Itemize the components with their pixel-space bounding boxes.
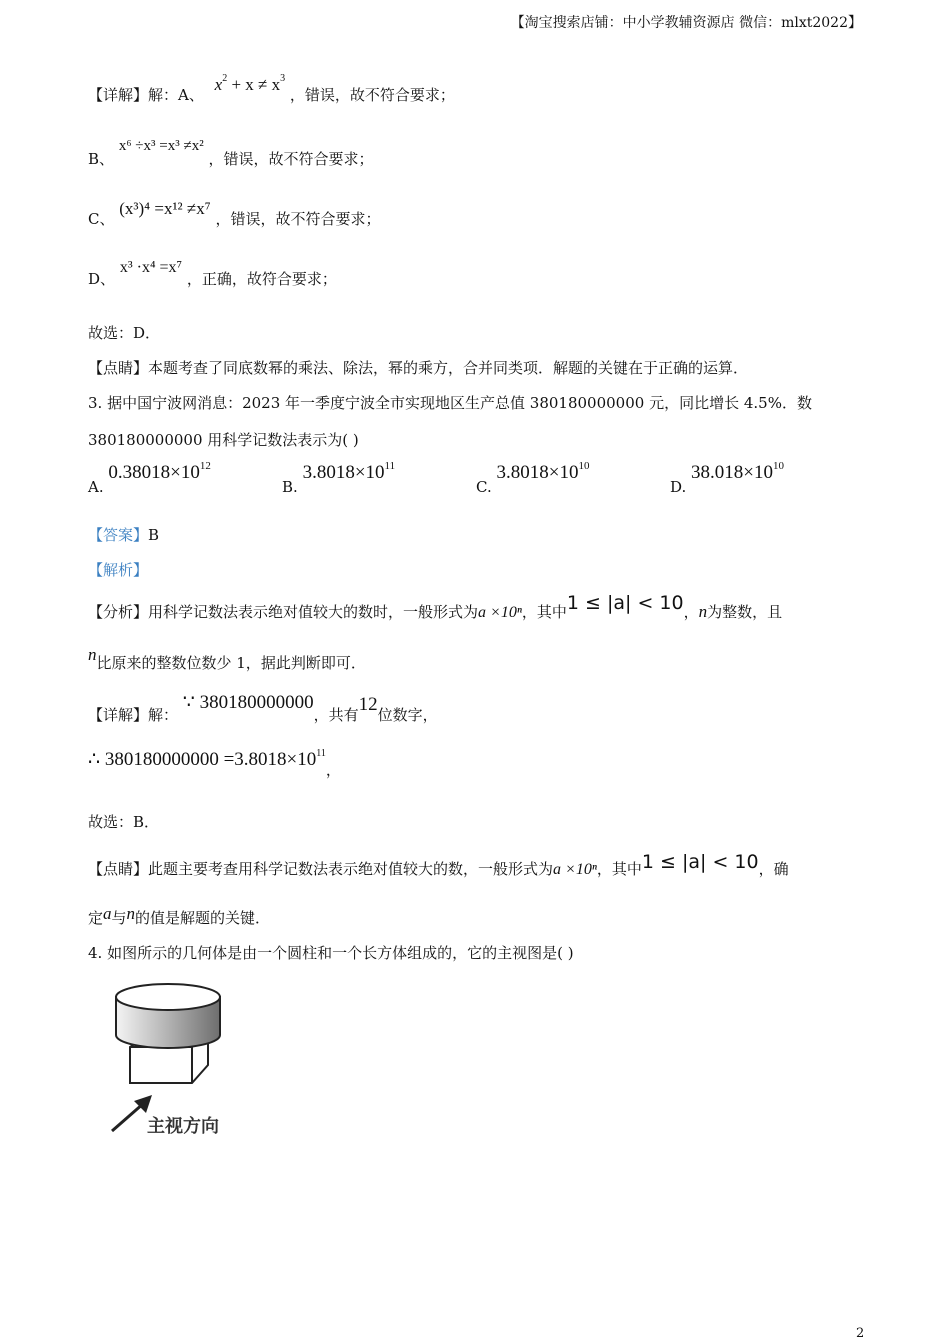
q3-analysis-tag: 【解析】 (88, 561, 149, 579)
fenxi-text4: 为整数，且 (707, 603, 783, 621)
dianjing-text2: ，其中 (596, 860, 642, 878)
option-label: C. (476, 478, 492, 496)
comment-text: 本题考查了同底数幂的乘法、除法，幂的乘方，合并同类项．解题的关键在于正确的运算． (148, 359, 749, 377)
option-label: B. (282, 478, 298, 496)
option-d-lead: D、 (88, 270, 116, 288)
answer-tag: 【答案】 (88, 526, 149, 544)
dianjing-n: n (126, 904, 136, 923)
fenxi-line2-text: 比原来的整数位数少 1，据此判断即可． (96, 654, 366, 672)
q2-comment-line (88, 357, 748, 378)
comment-tag: 【点睛】 (88, 359, 149, 377)
dianjing-text: 【点睛】此题主要考查用科学记数法表示绝对值较大的数，一般形式为 (88, 860, 554, 878)
q2-comment-a: ，错误，故不符合要求； (289, 86, 455, 104)
q2-expr-c: (x³)⁴ =x¹² ≠x⁷ (119, 199, 211, 218)
option-label: D. (670, 478, 687, 496)
q3-option-b (282, 460, 396, 496)
q3-fenxi-line1 (88, 592, 783, 622)
option-label: A. (88, 478, 104, 496)
detail-digits: 位数字， (377, 706, 438, 724)
q3-stem-line1: 3. 据中国宁波网消息：2023 年一季度宁波全市实现地区生产总值 380180000000 元，同比增长 4.5%．数 (88, 394, 812, 412)
explain-tag: 【详解】 (88, 86, 149, 104)
q2-comment-b: ，错误，故不符合要求； (208, 150, 374, 168)
q4-stem: 4. 如图所示的几何体是由一个圆柱和一个长方体组成的，它的主视图是( ) (88, 944, 574, 962)
answer-value: B (148, 526, 160, 544)
header-shop-info: 【淘宝搜索店铺：中小学教辅资源店 微信：mlxt2022】 (510, 15, 862, 31)
q3-dianjing-line1 (88, 851, 789, 879)
q3-option-c (476, 460, 590, 496)
fenxi-line2-n: n (88, 645, 97, 664)
q2-expr-a: $x^2 + x \ne x^3$ (214, 73, 286, 94)
q3-option-d (670, 460, 785, 496)
q3-stem-line2: 380180000000 用科学记数法表示为( ) (88, 431, 359, 449)
q2-line-d (88, 259, 337, 289)
q2-comment-d: ，正确，故符合要求； (186, 270, 337, 288)
q2-comment-c: ，错误，故不符合要求； (215, 210, 381, 228)
dianjing-text3: ，确 (758, 860, 789, 878)
dianjing-form: a ×10ⁿ (553, 861, 597, 878)
option-b-lead: B、 (88, 150, 115, 168)
fenxi-text: 【分析】用科学记数法表示绝对值较大的数时，一般形式为 (88, 603, 479, 621)
detail-because: ∵ 380180000000 (182, 692, 314, 713)
fenxi-text3: ， (683, 603, 699, 621)
option-value: $38.018\times 10^{10}$ (691, 460, 785, 483)
q2-expr-b: x⁶ ÷x³ =x³ ≠x² (118, 138, 204, 154)
q2-expr-d: x³ ·x⁴ =x⁷ (119, 259, 183, 276)
detail-have: ，共有 (313, 706, 359, 724)
fenxi-range: 1 ≤ |a| < 10 (566, 592, 684, 614)
cylinder-shape (116, 984, 220, 1048)
dianjing-line2c: 的值是解题的关键． (135, 909, 271, 927)
dianjing-a: a (103, 904, 112, 923)
option-value: $3.8018\times 10^{11}$ (302, 460, 396, 483)
q2-line-c (88, 199, 381, 229)
option-value: $0.38018\times 10^{12}$ (108, 460, 211, 483)
q3-therefore-line (88, 748, 341, 779)
therefore-end: ， (325, 761, 341, 779)
detail-count: 12 (358, 694, 378, 715)
fenxi-text2: ，其中 (521, 603, 567, 621)
dianjing-line2a: 定 (88, 909, 104, 927)
therefore-expr: ∴ $380180000000 =3.8018\times 10^{11}$ (88, 748, 326, 770)
q3-choose: 故选：B． (88, 813, 160, 831)
q2-choose: 故选：D． (88, 324, 161, 342)
q3-dianjing-line2 (88, 904, 271, 928)
q2-line-a (88, 73, 455, 105)
fenxi-form: a ×10ⁿ (478, 604, 522, 621)
q3-fenxi-line2 (88, 645, 366, 673)
dianjing-line2b: 与 (111, 909, 127, 927)
arrow-icon (112, 1095, 152, 1131)
q3-detail-line (88, 692, 438, 726)
q2-line-b (88, 138, 374, 169)
explain-lead: 解：A、 (148, 86, 204, 104)
option-c-lead: C、 (88, 210, 115, 228)
fenxi-n: n (698, 602, 708, 621)
q3-answer (88, 524, 159, 545)
page-number: 2 (856, 1326, 865, 1341)
detail-tag: 【详解】解： (88, 706, 179, 724)
q3-option-a (88, 460, 211, 496)
option-value: $3.8018\times 10^{10}$ (496, 460, 590, 483)
dianjing-range: 1 ≤ |a| < 10 (641, 851, 759, 873)
figure-label: 主视方向 (147, 1116, 219, 1137)
